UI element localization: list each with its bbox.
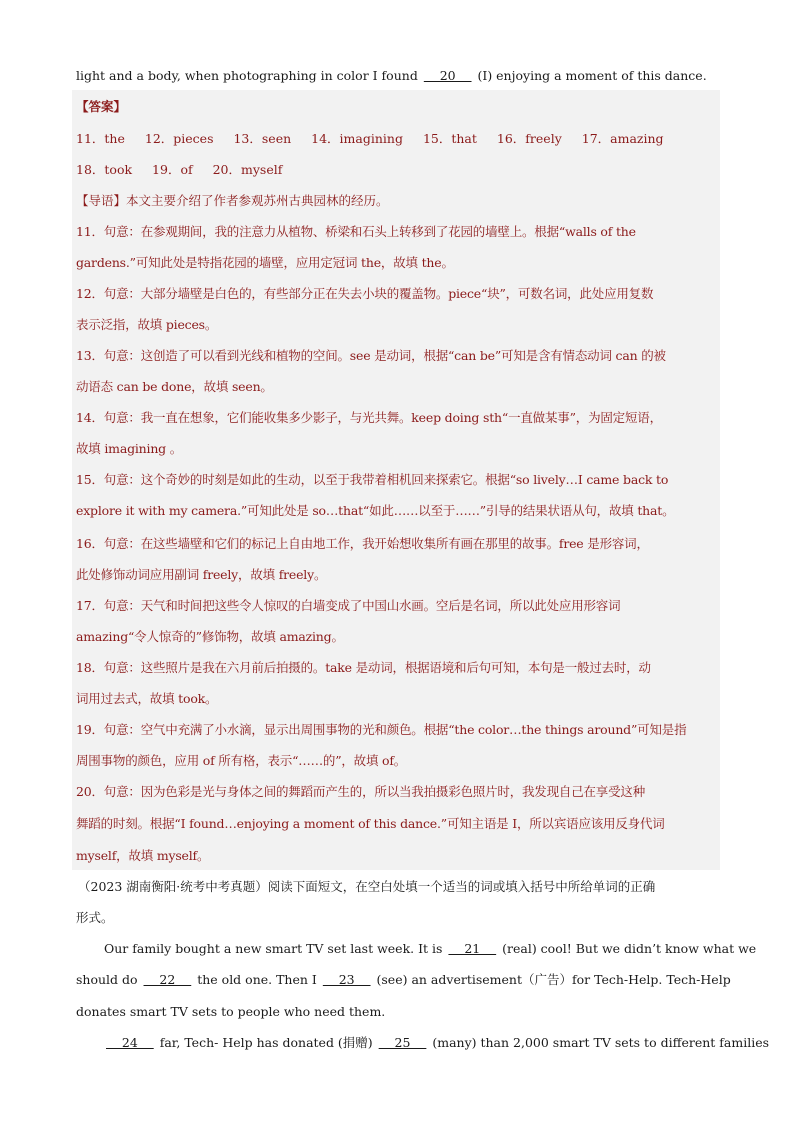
answer-heading: 【答案】 — [76, 99, 127, 114]
explanation-16-line-2: 此处修饰动词应用副词 freely，故填 freely。 — [76, 567, 327, 582]
explanation-16-line-1: 16．句意：在这些墙壁和它们的标记上自由地工作，我开始想收集所有画在那里的故事。free 是形容词， — [76, 536, 649, 551]
question-source-line-2: 形式。 — [76, 910, 114, 925]
blank-23: 23 — [322, 972, 371, 987]
answer-18: 18．took — [76, 162, 133, 177]
answer-20: 20．myself — [212, 162, 283, 177]
explanation-20-line-1: 20．句意：因为色彩是光与身体之间的舞蹈而产生的，所以当我拍摄彩色照片时，我发现自己在享受这种 — [76, 784, 646, 799]
blank-25: 25 — [378, 1035, 427, 1050]
passage-line-4 — [104, 1033, 769, 1053]
passage-text: Our family bought a new smart TV set last week. It is — [104, 941, 443, 956]
explanation-17-line-1: 17．句意：天气和时间把这些令人惊叹的白墙变成了中国山水画。空后是名词，所以此处应用形容词 — [76, 598, 621, 613]
question-source-line-1: （2023 湖南衡阳·统考中考真题）阅读下面短文，在空白处填一个适当的词或填入括号中所给单词的正确 — [78, 879, 656, 894]
explanation-19-line-1: 19．句意：空气中充满了小水滴，显示出周围事物的光和颜色。根据“the color…the things around”可知是指 — [76, 722, 687, 737]
answer-13: 13．seen — [233, 131, 292, 146]
answer-12: 12．pieces — [144, 131, 214, 146]
blank-21: 21 — [448, 941, 497, 956]
passage-line-3: donates smart TV sets to people who need them. — [76, 1004, 386, 1019]
explanation-14-line-1: 14．句意：我一直在想象，它们能收集多少影子，与光共舞。keep doing sth“一直做某事”，为固定短语， — [76, 410, 662, 425]
guide-content: 【导语】本文主要介绍了作者参观苏州古典园林的经历。 — [76, 193, 389, 208]
explanation-14-line-2: 故填 imagining 。 — [76, 441, 183, 456]
passage-text: far, Tech- Help has donated (捐赠) — [159, 1035, 373, 1050]
passage-text: (see) an advertisement（广告）for Tech-Help. Tech-Help — [376, 972, 731, 987]
blank-20: 20 — [423, 68, 472, 83]
passage-text: the old one. Then I — [197, 972, 317, 987]
answer-16: 16．freely — [496, 131, 562, 146]
answer-19: 19．of — [152, 162, 193, 177]
passage-text: should do — [76, 972, 138, 987]
explanation-13-line-1: 13．句意：这创造了可以看到光线和植物的空间。see 是动词，根据“can be”可知是含有情态动词 can 的被 — [76, 348, 666, 363]
answer-14: 14．imagining — [311, 131, 403, 146]
passage-end-text: light and a body, when photographing in color I found — [76, 68, 418, 83]
explanation-19-line-2: 周围事物的颜色，应用 of 所有格，表示“……的”，故填 of。 — [76, 753, 407, 768]
answers-row-1 — [76, 129, 680, 149]
passage-text: (many) than 2,000 smart TV sets to different families — [432, 1035, 770, 1050]
answer-11: 11．the — [76, 131, 125, 146]
blank-22: 22 — [143, 972, 192, 987]
passage-line-1 — [104, 939, 756, 959]
explanation-15-line-2: explore it with my camera.”可知此处是 so…that“如此……以至于……”引导的结果状语从句，故填 that。 — [76, 503, 675, 518]
passage-line-2 — [76, 970, 731, 990]
answer-15: 15．that — [422, 131, 477, 146]
explanation-18-line-2: 词用过去式，故填 took。 — [76, 691, 218, 706]
explanation-11-line-1: 11．句意：在参观期间，我的注意力从植物、桥梁和石头上转移到了花园的墙壁上。根据“walls of the — [76, 224, 636, 239]
explanation-12-line-1: 12．句意：大部分墙壁是白色的，有些部分正在失去小块的覆盖物。piece“块”，可数名词，此处应用复数 — [76, 286, 654, 301]
passage-end-line — [76, 66, 707, 86]
explanation-12-line-2: 表示泛指，故填 pieces。 — [76, 317, 218, 332]
passage-text: (real) cool! But we didn’t know what we — [502, 941, 757, 956]
explanation-17-line-2: amazing“令人惊奇的”修饰物，故填 amazing。 — [76, 629, 344, 644]
answer-17: 17．amazing — [581, 131, 664, 146]
explanation-11-line-2: gardens.”可知此处是特指花园的墙壁，应用定冠词 the，故填 the。 — [76, 255, 454, 270]
passage-end-tail: (I) enjoying a moment of this dance. — [477, 68, 707, 83]
answers-row-2 — [76, 160, 298, 180]
explanation-13-line-2: 动语态 can be done，故填 seen。 — [76, 379, 273, 394]
explanation-20-line-3: myself，故填 myself。 — [76, 848, 210, 863]
guide-text — [76, 191, 389, 211]
explanation-18-line-1: 18．句意：这些照片是我在六月前后拍摄的。take 是动词，根据语境和后句可知，本句是一般过去时，动 — [76, 660, 651, 675]
explanation-15-line-1: 15．句意：这个奇妙的时刻是如此的生动，以至于我带着相机回来探索它。根据“so lively…I came back to — [76, 472, 669, 487]
explanation-20-line-2: 舞蹈的时刻。根据“I found…enjoying a moment of this dance.”可知主语是 I，所以宾语应该用反身代词 — [76, 816, 665, 831]
blank-24: 24 — [106, 1035, 154, 1050]
